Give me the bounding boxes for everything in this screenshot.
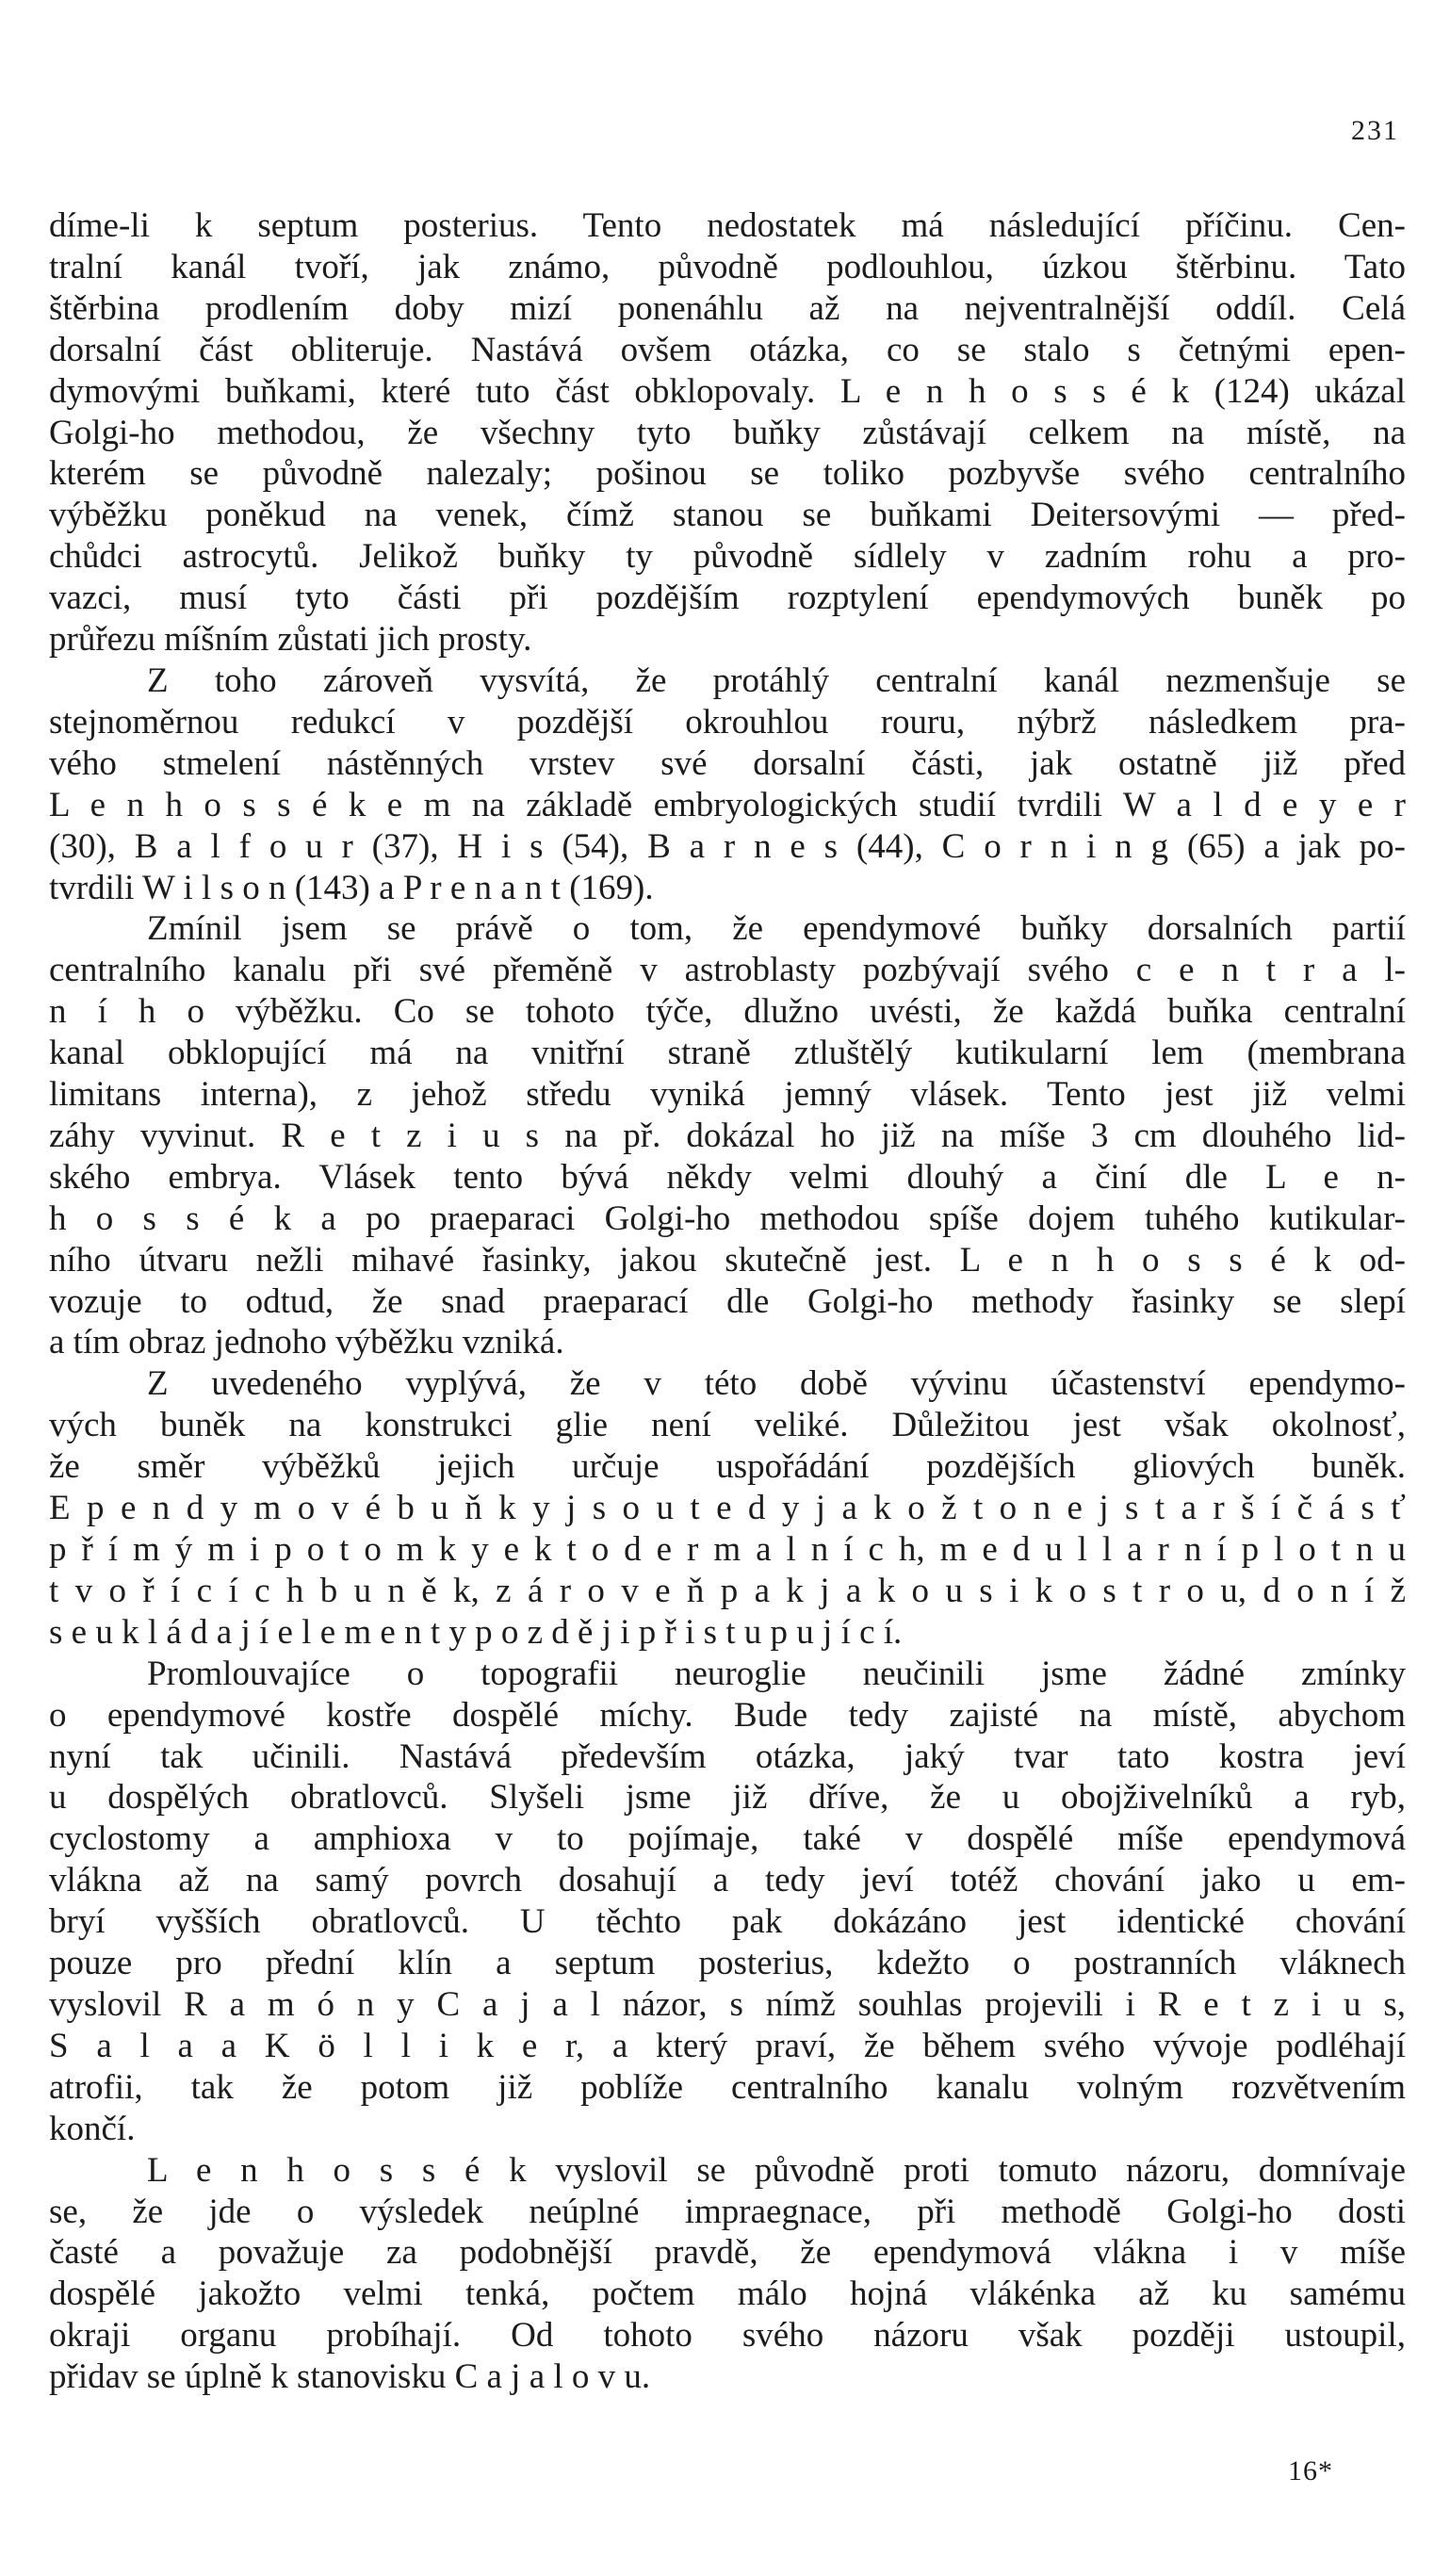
text-line: dymovými buňkami, které tuto část obklopovaly. L e n h o s s é k (124) ukázal: [49, 371, 1406, 411]
text-line: ního útvaru nežli mihavé řasinky, jakou skutečně jest. L e n h o s s é k od-: [49, 1240, 1406, 1280]
text-line: bryí vyšších obratlovců. U těchto pak dokázáno jest identické chování: [49, 1902, 1406, 1942]
text-line: E p e n d y m o v é b u ň k y j s o u t e d y j a k o ž t o n e j s t a r š í č á s ť: [49, 1489, 1406, 1528]
text-line: L e n h o s s é k e m na základě embryologických studií tvrdili W a l d e y e r: [49, 785, 1406, 824]
text-line: limitans interna), z jehož středu vyniká jemný vlásek. Tento jest již velmi: [49, 1075, 1406, 1115]
text-line: se, že jde o výsledek neúplné impraegnace, při methodě Golgi-ho dosti: [49, 2192, 1406, 2231]
text-line: Promlouvajíce o topografii neuroglie neučinili jsme žádné zmínky: [147, 1654, 1406, 1693]
text-line: končí.: [49, 2109, 136, 2148]
text-line: Z toho zároveň vysvítá, že protáhlý centralní kanál nezmenšuje se: [147, 660, 1406, 700]
text-line: vyslovil R a m ó n y C a j a l názor, s nímž souhlas projevili i R e t z i u s,: [49, 1984, 1406, 2024]
text-line: díme-li k septum posterius. Tento nedostatek má následující příčinu. Cen-: [49, 206, 1406, 245]
text-line: dorsalní část obliteruje. Nastává ovšem otázka, co se stalo s četnými epen-: [49, 330, 1406, 369]
text-line: záhy vyvinut. R e t z i u s na př. dokázal ho již na míše 3 cm dlouhého lid-: [49, 1116, 1406, 1155]
text-line: ského embrya. Vlásek tento bývá někdy velmi dlouhý a činí dle L e n-: [49, 1157, 1406, 1197]
text-line: S a l a a K ö l l i k e r, a který praví, že během svého vývoje podléhají: [49, 2026, 1406, 2065]
text-line: s e u k l á d a j í e l e m e n t y p o z d ě j i p ř i s t u p u j í c í.: [49, 1612, 903, 1652]
text-line: kterém se původně nalezaly; pošinou se toliko pozbyvše svého centralního: [49, 454, 1406, 494]
text-line: tvrdili W i l s o n (143) a P r e n a n t (169).: [49, 868, 654, 907]
text-line: (30), B a l f o u r (37), H i s (54), B a r n e s (44), C o r n i n g (65) a jak po-: [49, 826, 1406, 866]
text-line: štěrbina prodlením doby mizí ponenáhlu až na nejventralnější oddíl. Celá: [49, 288, 1406, 328]
text-line: průřezu míšním zůstati jich prosty.: [49, 620, 532, 660]
text-line: stejnoměrnou redukcí v pozdější okrouhlou rouru, nýbrž následkem pra-: [49, 702, 1406, 742]
text-line: okraji organu probíhají. Od tohoto svého názoru však později ustoupil,: [49, 2316, 1406, 2356]
text-line: dospělé jakožto velmi tenká, počtem málo hojná vlákénka až ku samému: [49, 2274, 1406, 2314]
text-line: výběžku poněkud na venek, čímž stanou se buňkami Deitersovými — před-: [49, 496, 1406, 535]
text-line: centralního kanalu při své přeměně v astroblasty pozbývají svého c e n t r a l-: [49, 951, 1406, 990]
text-line: tralní kanál tvoří, jak známo, původně podlouhlou, úzkou štěrbinu. Tato: [49, 247, 1406, 286]
text-line: Golgi-ho methodou, že všechny tyto buňky zůstávají celkem na místě, na: [49, 413, 1406, 452]
text-line: vazci, musí tyto části při pozdějším rozptylení ependymových buněk po: [49, 579, 1406, 618]
text-line: kanal obklopující má na vnitřní straně ztluštělý kutikularní lem (membrana: [49, 1034, 1406, 1073]
text-line: L e n h o s s é k vyslovil se původně proti tomuto názoru, domnívaje: [147, 2150, 1406, 2190]
text-line: cyclostomy a amphioxa v to pojímaje, také v dospělé míše ependymová: [49, 1819, 1406, 1859]
text-line: atrofii, tak že potom již poblíže centralního kanalu volným rozvětvením: [49, 2067, 1406, 2107]
text-line: přidav se úplně k stanovisku C a j a l o v u.: [49, 2357, 651, 2397]
text-line: že směr výběžků jejich určuje uspořádání pozdějších gliových buněk.: [49, 1447, 1406, 1487]
text-line: n í h o výběžku. Co se tohoto týče, dlužno uvésti, že každá buňka centralní: [49, 992, 1406, 1032]
signature-mark: 16*: [1288, 2455, 1333, 2486]
text-line: t v o ř í c í c h b u n ě k, z á r o v e ň p a k j a k o u s i k o s t r o u, d o n í ž: [49, 1571, 1406, 1610]
text-line: u dospělých obratlovců. Slyšeli jsme již dříve, že u obojživelníků a ryb,: [49, 1778, 1406, 1818]
text-line: o ependymové kostře dospělé míchy. Bude tedy zajisté na místě, abychom: [49, 1695, 1406, 1735]
text-line: pouze pro přední klín a septum posterius, kdežto o postranních vláknech: [49, 1944, 1406, 1983]
text-line: nyní tak učinili. Nastává především otázka, jaký tvar tato kostra jeví: [49, 1736, 1406, 1776]
page-number: 231: [1351, 115, 1399, 146]
text-line: vlákna až na samý povrch dosahují a tedy jeví totéž chování jako u em-: [49, 1861, 1406, 1900]
text-line: p ř í m ý m i p o t o m k y e k t o d e r m a l n í c h, m e d u l l a r n í p l o t n u: [49, 1530, 1406, 1569]
text-line: vozuje to odtud, že snad praeparací dle Golgi-ho methody řasinky se slepí: [49, 1281, 1406, 1321]
text-line: vých buněk na konstrukci glie není veliké. Důležitou jest však okolnosť,: [49, 1406, 1406, 1445]
text-line: Zmínil jsem se právě o tom, že ependymové buňky dorsalních partií: [147, 909, 1406, 949]
text-line: a tím obraz jednoho výběžku vzniká.: [49, 1323, 564, 1362]
text-line: časté a považuje za podobnější pravdě, že ependymová vlákna i v míše: [49, 2233, 1406, 2273]
body-text: [49, 205, 1406, 2398]
text-line: Z uvedeného vyplývá, že v této době vývinu účastenství ependymo-: [147, 1364, 1406, 1404]
text-line: chůdci astrocytů. Jelikož buňky ty původně sídlely v zadním rohu a pro-: [49, 537, 1406, 577]
text-line: vého stmelení nástěnných vrstev své dorsalní části, jak ostatně již před: [49, 743, 1406, 783]
text-line: h o s s é k a po praeparaci Golgi-ho methodou spíše dojem tuhého kutikular-: [49, 1198, 1406, 1238]
